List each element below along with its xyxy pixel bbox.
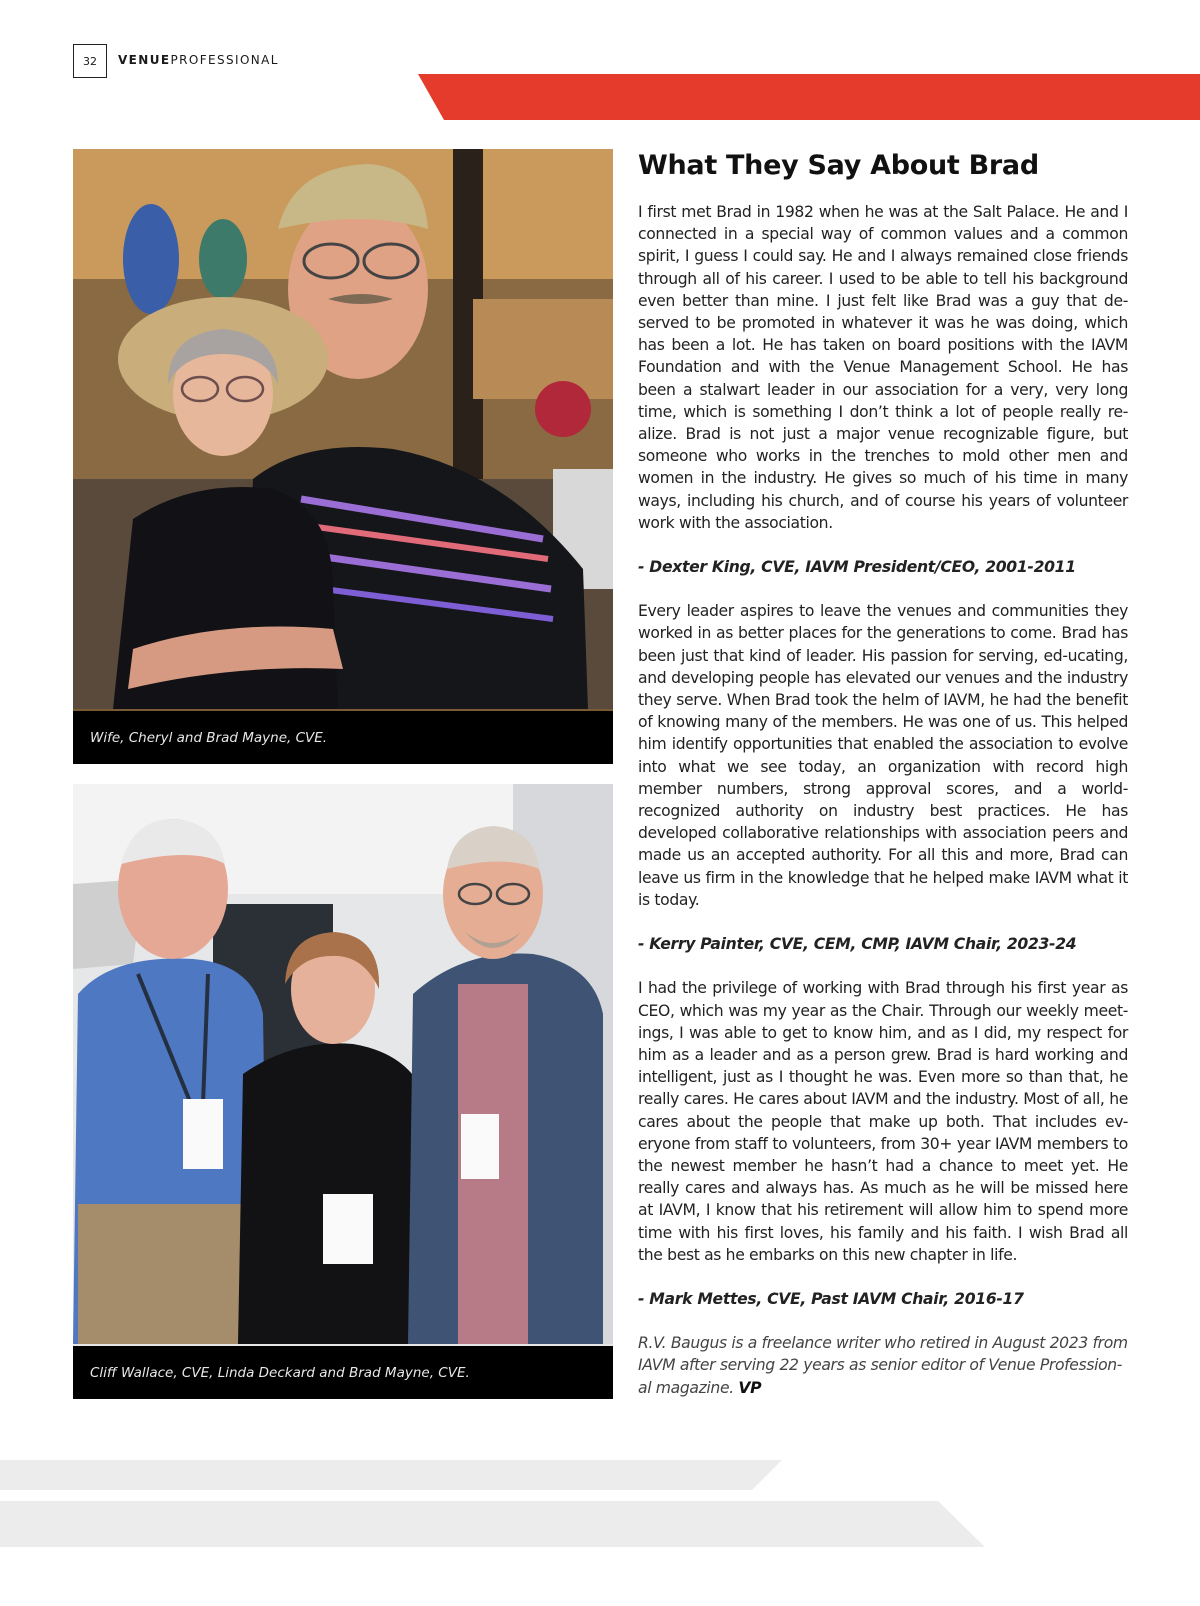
author-bio-text: R.V. Baugus is a freelance writer who retired in August 2023 from IAVM after serving 22 years as senior editor of Venue Profession-al magazine. xyxy=(638,1334,1128,1397)
quote-text: I first met Brad in 1982 when he was at the Salt Palace. He and I connected in a special way of common values and a common spirit, I guess I could say. He and I always remained close friends through all of his career. I used to be able to tell his background even better than mine. I just felt like Brad was a guy that de-served to be promoted in whatever it was he was doing, which has been a lot. He has taken on board positions with the IAVM Foundation and with the Venue Management School. He has been a stalwart leader in our association for a very, very long time, which is something I don’t think a lot of people really re-alize. Brad is not just a major venue recognizable figure, but someone who works in the trenches to mold other men and women in the industry. He gives so much of his time in many ways, including his church, and of course his years of volunteer work with the association. xyxy=(638,203,1128,532)
author-bio xyxy=(638,1332,1128,1399)
photo-caption: Wife, Cheryl and Brad Mayne, CVE. xyxy=(73,711,613,764)
footer-gray-band xyxy=(0,1460,800,1490)
photo-cheryl-and-brad xyxy=(73,149,613,764)
quote-attribution: - Dexter King, CVE, IAVM President/CEO, 2001-2011 xyxy=(638,558,1076,577)
quote-text: I had the privilege of working with Brad through his first year as CEO, which was my year as the Chair. Through our weekly meet-ings, I was able to get to know him, and as I did, my respect for him as a leader and as a person grew. Brad is hard working and intelligent, just as I thought he was. Even more so than that, he really cares. He cares about IAVM and the industry. Most of all, he cares about the people that make up both. That includes ev-eryone from staff to volunteers, from 30+ year IAVM members to the newest member he hasn’t had a chance to meet yet. He really cares and always has. As much as he will be missed here at IAVM, I know that his retirement will allow him to spend more time with his first loves, his family and his faith. I wish Brad all the best as he embarks on this new chapter in life. xyxy=(638,979,1128,1264)
brand-regular: PROFESSIONAL xyxy=(170,53,279,67)
photo-illustration xyxy=(73,784,613,1399)
photo-cliff-linda-brad xyxy=(73,784,613,1399)
quote-attribution: - Kerry Painter, CVE, CEM, CMP, IAVM Chair, 2023-24 xyxy=(638,935,1077,954)
photo-caption: Cliff Wallace, CVE, Linda Deckard and Brad Mayne, CVE. xyxy=(73,1346,613,1399)
red-accent-band xyxy=(0,74,1200,120)
page-number: 32 xyxy=(73,44,107,78)
photo-illustration xyxy=(73,149,613,764)
quote-attribution: - Mark Mettes, CVE, Past IAVM Chair, 2016-17 xyxy=(638,1289,1024,1308)
article xyxy=(638,150,1128,1399)
brand-bold: VENUE xyxy=(118,53,171,67)
end-mark: VP xyxy=(738,1378,762,1397)
footer-gray-band xyxy=(0,1501,1000,1547)
magazine-brand xyxy=(118,53,279,67)
article-headline: What They Say About Brad xyxy=(638,150,1039,181)
quote-text: Every leader aspires to leave the venues and communities they worked in as better places for the generations to come. Brad has been just that kind of leader. His passion for serving, ed-ucating, and developing people has elevated our venues and the industry they serve. When Brad took the helm of IAVM, he had the benefit of knowing many of the members. He was one of us. This helped him identify opportunities that enabled the association to evolve into what we see today, an organization with record high member numbers, strong approval scores, and a world-recognized authority on industry best practices. He has developed collaborative relationships with association peers and made us an accepted authority. For all this and more, Brad can leave us firm in the knowledge that he helped make IAVM what it is today. xyxy=(638,602,1128,909)
